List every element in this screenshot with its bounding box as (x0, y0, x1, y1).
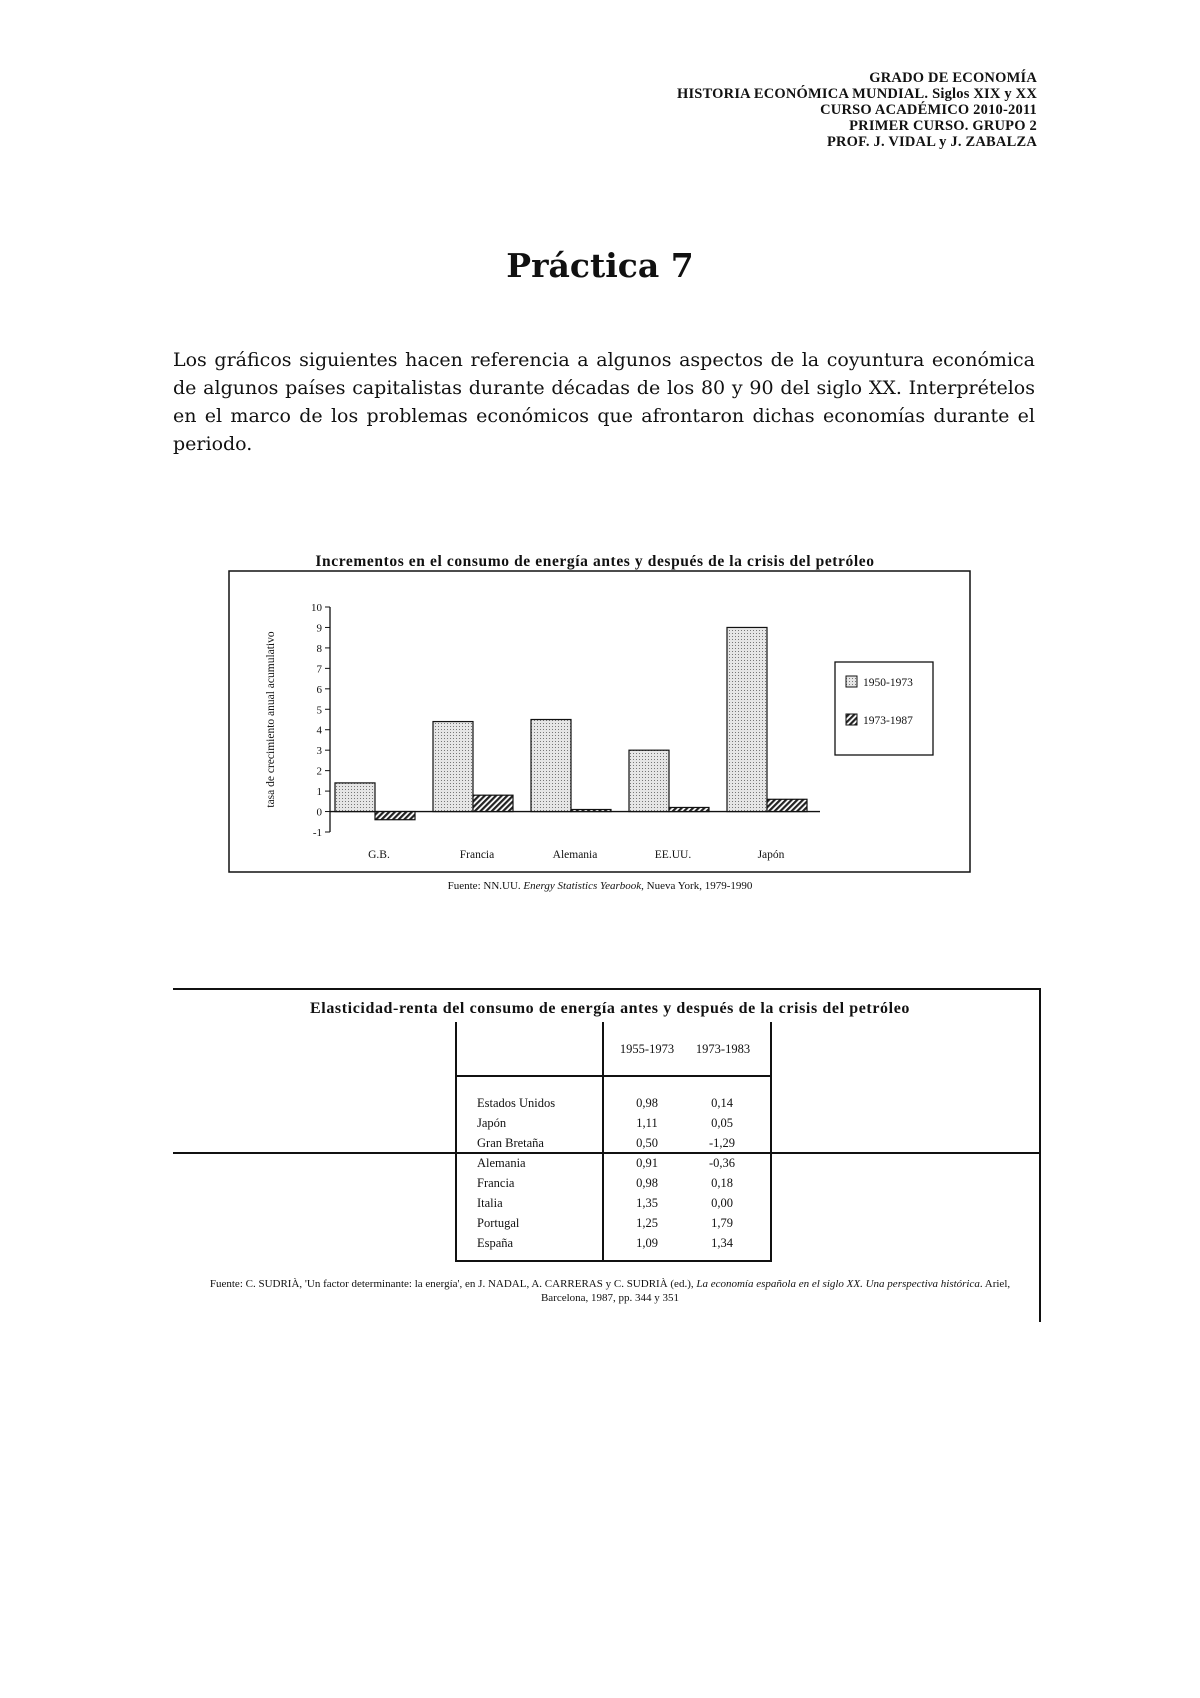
y-tick-label: 0 (316, 806, 322, 819)
table-cell-value: 0,18 (711, 1176, 733, 1190)
table-source-prefix: Fuente: C. SUDRIÀ, 'Un factor determinante: la energía', en J. NADAL, A. CARRERAS y C. SUDRIÀ (ed.), (209, 1278, 694, 1290)
intro-paragraph: Los gráficos siguientes hacen referencia a algunos aspectos de la coyuntura económica de algunos países capitalistas durante décadas de los 80 y 90 del siglo XX. Interprételos en el marco de los problemas económicos que afrontaron dichas economías durante el periodo. (173, 349, 1035, 455)
table-row (457, 1236, 770, 1256)
table-cell-value: 1,09 (636, 1236, 658, 1250)
table-title: Elasticidad-renta del consumo de energía antes y después de la crisis del petróleo (310, 1000, 910, 1017)
table-cell-country: Portugal (477, 1216, 520, 1230)
x-tick-label: Alemania (552, 849, 598, 861)
bar (629, 750, 669, 811)
chart-source-prefix: Fuente: NN.UU. (447, 880, 521, 892)
bar (531, 720, 571, 812)
table-cell-value: 1,79 (711, 1216, 733, 1230)
course-header (337, 70, 1037, 150)
table-cell-value: 0,05 (711, 1116, 733, 1130)
y-tick-label: 10 (311, 602, 322, 614)
table-cell-value: 0,50 (636, 1136, 658, 1150)
table-cell-country: Estados Unidos (477, 1096, 556, 1110)
table-cell-value: 1,11 (636, 1116, 658, 1130)
bar (669, 807, 709, 811)
y-tick-label: 7 (316, 663, 322, 676)
table-cell-value: 0,14 (711, 1096, 733, 1110)
y-tick-label: 8 (316, 642, 322, 655)
y-tick-label: 2 (316, 765, 322, 778)
table-header-divider (457, 1075, 770, 1077)
bar-chart (228, 570, 973, 875)
bar (767, 799, 807, 811)
legend-label: 1973-1987 (863, 715, 913, 727)
table-cell-country: Gran Bretaña (477, 1136, 544, 1150)
legend-label: 1950-1973 (863, 677, 913, 689)
x-tick-label: Francia (459, 849, 495, 861)
y-tick-label: 4 (316, 724, 322, 737)
table-row (457, 1096, 770, 1116)
legend-swatch (846, 714, 857, 725)
table-row (457, 1176, 770, 1196)
chart-source-suffix: , Nueva York, 1979-1990 (641, 880, 753, 892)
bar (433, 722, 473, 812)
table-cell-country: Japón (477, 1116, 507, 1130)
table-cell-value: 0,98 (636, 1096, 658, 1110)
header-line: PRIMER CURSO. GRUPO 2 (849, 118, 1037, 134)
y-tick-label: -1 (312, 827, 322, 839)
chart-source-title: Energy Statistics Yearbook (523, 880, 642, 892)
y-tick-label: 5 (316, 704, 322, 717)
table-cell-country: Alemania (477, 1156, 526, 1170)
table-row (457, 1136, 770, 1156)
x-tick-label: EE.UU. (654, 849, 692, 861)
y-tick-label: 1 (316, 786, 322, 799)
y-tick-label: 9 (316, 622, 322, 635)
table-source-suffix: . Ariel, Barcelona, 1987, pp. 344 y 351 (540, 1278, 1011, 1304)
table-cell-country: España (477, 1236, 514, 1250)
y-axis-label: tasa de crecimiento anual acumulativo (265, 631, 277, 808)
table-column-header: 1955-1973 (619, 1042, 675, 1056)
chart-source (300, 880, 900, 892)
y-tick-label: 3 (316, 745, 322, 758)
table-row (457, 1116, 770, 1136)
header-line: HISTORIA ECONÓMICA MUNDIAL. Siglos XIX y XX (676, 86, 1037, 102)
bar (727, 627, 767, 811)
table-source-title: La economía española en el siglo XX. Una perspectiva histórica (696, 1278, 980, 1290)
table-row (457, 1156, 770, 1176)
table-cell-value: -1,29 (708, 1136, 736, 1150)
header-line: PROF. J. VIDAL y J. ZABALZA (826, 134, 1037, 150)
table-cell-value: 0,00 (711, 1196, 733, 1210)
page-title: Práctica 7 (506, 246, 694, 285)
table-cell-value: 1,34 (711, 1236, 733, 1250)
table-row (457, 1196, 770, 1216)
x-tick-label: G.B. (368, 849, 390, 861)
bar (335, 783, 375, 812)
table-frame-top (173, 988, 1040, 990)
table-column-header: 1973-1983 (695, 1042, 751, 1056)
table-cell-value: 0,91 (636, 1156, 658, 1170)
header-line: GRADO DE ECONOMÍA (869, 70, 1037, 86)
bar (375, 812, 415, 820)
legend-swatch (846, 676, 857, 687)
x-tick-label: Japón (757, 849, 785, 861)
table-cell-value: 1,35 (636, 1196, 658, 1210)
table-cell-value: 1,25 (636, 1216, 658, 1230)
table-source (190, 1277, 1030, 1305)
elasticity-table (455, 1022, 772, 1262)
table-frame-right (1039, 988, 1041, 1322)
table-cell-value: -0,36 (708, 1156, 736, 1170)
y-tick-label: 6 (316, 683, 322, 696)
bar (473, 795, 513, 811)
table-cell-value: 0,98 (636, 1176, 658, 1190)
bar (571, 810, 611, 812)
table-row (457, 1216, 770, 1236)
header-line: CURSO ACADÉMICO 2010-2011 (820, 102, 1037, 118)
table-cell-country: Francia (477, 1176, 515, 1190)
table-cell-country: Italia (477, 1196, 503, 1210)
chart-title: Incrementos en el consumo de energía antes y después de la crisis del petróleo (315, 553, 875, 570)
